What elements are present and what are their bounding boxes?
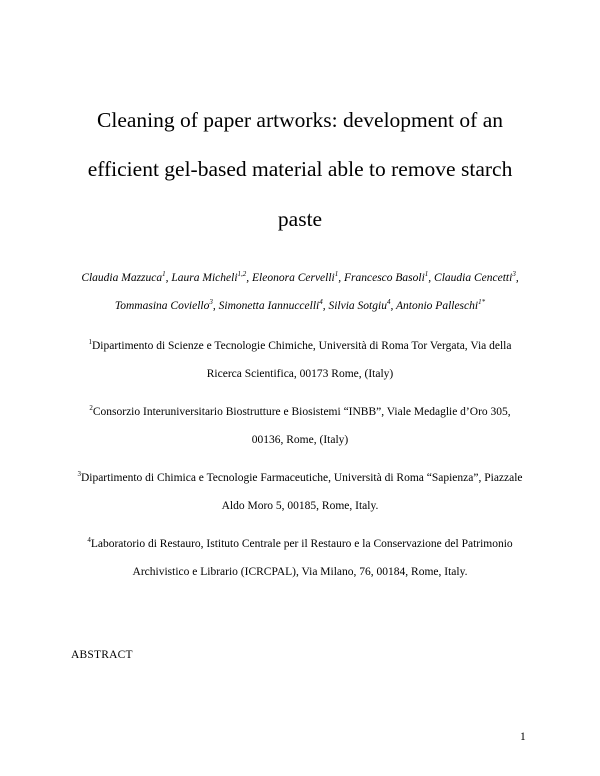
title-line-1: Cleaning of paper artworks: development of an (97, 108, 503, 132)
affiliation-4-line-2: Archivistico e Librario (ICRCPAL), Via Milano, 76, 00184, Rome, Italy. (132, 566, 468, 578)
affiliation-text: Dipartimento di Chimica e Tecnologie Farmaceutiche, Università di Roma “Sapienza”, Piazzale (80, 472, 523, 484)
author: Claudia Cencetti$^3$, (434, 270, 519, 284)
author: Laura Micheli$^{1,2}$, (171, 270, 253, 284)
affiliation-3-line-1 (0, 470, 600, 486)
affiliation-marker: 1 (88, 338, 92, 347)
authors-line-1 (0, 270, 600, 286)
affiliation-text: Dipartimento di Scienze e Tecnologie Chimiche, Università di Roma Tor Vergata, Via della (92, 340, 512, 352)
affiliation-4-line-1 (0, 536, 600, 552)
affiliation-2-line-2: 00136, Rome, (Italy) (251, 434, 349, 446)
affiliation-marker: 2 (89, 404, 93, 413)
author: Antonio Palleschi$^{1*}$ (396, 298, 486, 312)
abstract-heading: ABSTRACT (71, 649, 133, 661)
affiliation-1-line-2: Ricerca Scientifica, 00173 Rome, (Italy) (206, 368, 394, 380)
author: Simonetta Iannuccelli$^4$, (218, 298, 329, 312)
affiliation-marker: 4 (87, 536, 91, 545)
affiliation-text: Laboratorio di Restauro, Istituto Centrale per il Restauro e la Conservazione del Patrimonio (90, 538, 513, 550)
author: Claudia Mazzuca$^1$, (81, 270, 172, 284)
page-number: 1 (520, 731, 526, 743)
author: Francesco Basoli$^1$, (343, 270, 435, 284)
title-line-2: efficient gel-based material able to remove starch (87, 157, 513, 181)
affiliation-1-line-1 (0, 338, 600, 354)
author: Eleonora Cervelli$^1$, (252, 270, 344, 284)
authors-line-2 (0, 298, 600, 314)
author: Silvia Sotgiu$^4$, (328, 298, 396, 312)
author: Tommasina Coviello$^3$, (114, 298, 219, 312)
affiliation-2-line-1 (0, 404, 600, 420)
affiliation-text: Consorzio Interuniversitario Biostrutture e Biosistemi “INBB”, Viale Medaglie d’Oro 305, (92, 406, 511, 418)
affiliation-3-line-2: Aldo Moro 5, 00185, Rome, Italy. (221, 500, 379, 512)
title-line-3: paste (277, 207, 323, 231)
affiliation-marker: 3 (77, 470, 81, 479)
